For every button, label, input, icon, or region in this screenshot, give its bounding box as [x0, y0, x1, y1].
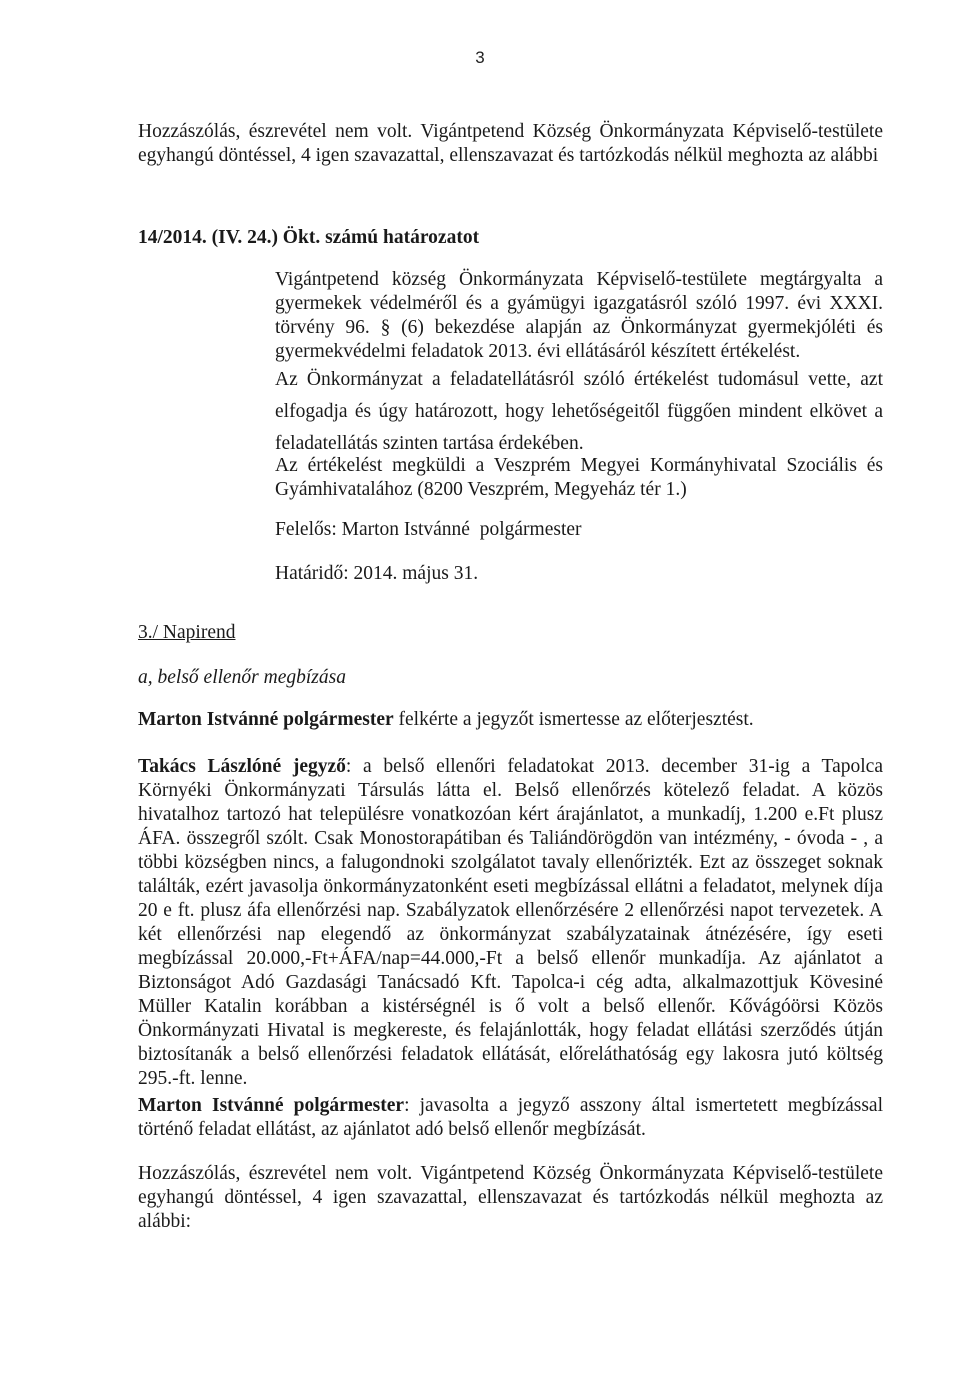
resolution-title: 14/2014. (IV. 24.) Ökt. számú határozatot: [138, 227, 480, 248]
resolution-text-2: Az Önkormányzat a feladatellátásról szóló értékelést tudomásul vette, azt elfogadja és úgy határozott, hogy lehetőségeitől függően mindent elkövet a feladatellátás szinten tartása érdekében.: [275, 369, 883, 454]
agenda-paragraph-4: Hozzászólás, észrevétel nem volt. Vigántpetend Község Önkormányzata Képviselő-testülete egyhangú döntéssel, 4 igen szavazattal, ellenszavazat és tartózkodás nélkül meghozta az alábbi:: [138, 1163, 883, 1232]
resolution-text-1: Vigántpetend község Önkormányzata Képviselő-testülete megtárgyalta a gyermekek védelméről és a gyámügyi igazgatásról szóló 1997. évi XXXI. törvény 96. § (6) bekezdése alapján az Önkormányzat gyermekjóléti és gyermekvédelmi feladatok 2013. évi ellátásáról készített értékelést.: [275, 269, 883, 362]
agenda-subheading: a, belső ellenőr megbízása: [138, 667, 346, 688]
responsible-line: [275, 519, 582, 541]
agenda-paragraph-2: [138, 755, 883, 1091]
resolution-text-3: Az értékelést megküldi a Veszprém Megyei Kormányhivatal Szociális és Gyámhivatalához (8200 Veszprém, Megyeház tér 1.): [275, 455, 883, 500]
agenda-paragraph-3: [138, 1094, 883, 1142]
deadline-line: [275, 563, 478, 585]
speaker-mayor-2: Marton Istvánné polgármester: [138, 1095, 405, 1116]
agenda-paragraph-3-text: : javasolta a jegyző asszony által ismertetett megbízással történő feladat ellátást, az ajánlatot adó belső ellenőr megbízását.: [138, 1095, 884, 1140]
responsible-label: Felelős:: [275, 519, 337, 540]
agenda-paragraph-2-text: : a belső ellenőri feladatokat 2013. december 31-ig a Tapolca Környéki Önkormányzati Társulás látta el. Belső ellenőrzés kötelező feladat. A közös hivatalhoz tartozó hat településre vonatkozóan kért árajánlatot, a munkadíj, 1.200 e.Ft plusz ÁFA. összegről szólt. Csak Monostorapátiban és Taliándörögdön van intézmény, - óvoda - , a többi községben nincs, a falugondnoki szolgálatot tavaly ellenőrizték. Ezt az összeget soknak találták, ezért javasolja önkormányzatonként eseti megbízással ellátni a feladatot, melynek díja 20 e ft. plusz áfa ellenőrzési nap. Szabályzatok ellenőrzésére 2 ellenőrzési napot tervezetek. A két ellenőrzési nap elegendő az önkormányzat szabályzatainak átnézésére, így eseti megbízással 20.000,-Ft+ÁFA/nap=44.000,-Ft a belső ellenőr munkadíja. Az ajánlatot a Biztonságot Adó Gazdasági Tanácsadó Kft. Tapolca-i cég adta, alkalmazottjuk Kövesiné Müller Katalin korábban a kistérségnél is ő volt a belső ellenőr. Kővágóörsi Közös Önkormányzati Hivatal is megkereste, és felajánlották, hogy feladat ellátási szerződés útján biztosítanák a belső ellenőrzési feladatok ellátását, előreláthatóság egy lakosra jutó költség 295.-ft. lenne.: [138, 756, 883, 1089]
speaker-mayor: Marton Istvánné polgármester: [138, 709, 394, 730]
responsible-value: Marton Istvánné polgármester: [341, 519, 582, 540]
page-number: 3: [475, 48, 485, 67]
deadline-label: Határidő:: [275, 563, 349, 584]
speaker-notary: Takács Lászlóné jegyző: [138, 756, 346, 777]
agenda-heading: 3./ Napirend: [138, 622, 236, 643]
resolution-body: [275, 268, 883, 460]
intro-paragraph: Hozzászólás, észrevétel nem volt. Vigántpetend Község Önkormányzata Képviselő-testülete egyhangú döntéssel, 4 igen szavazattal, ellenszavazat és tartózkodás nélkül meghozta az alábbi: [138, 121, 883, 166]
agenda-paragraph-1: [138, 708, 883, 732]
agenda-paragraph-1-text: felkérte a jegyzőt ismertesse az előterjesztést.: [393, 709, 754, 730]
deadline-value: 2014. május 31.: [353, 563, 479, 584]
